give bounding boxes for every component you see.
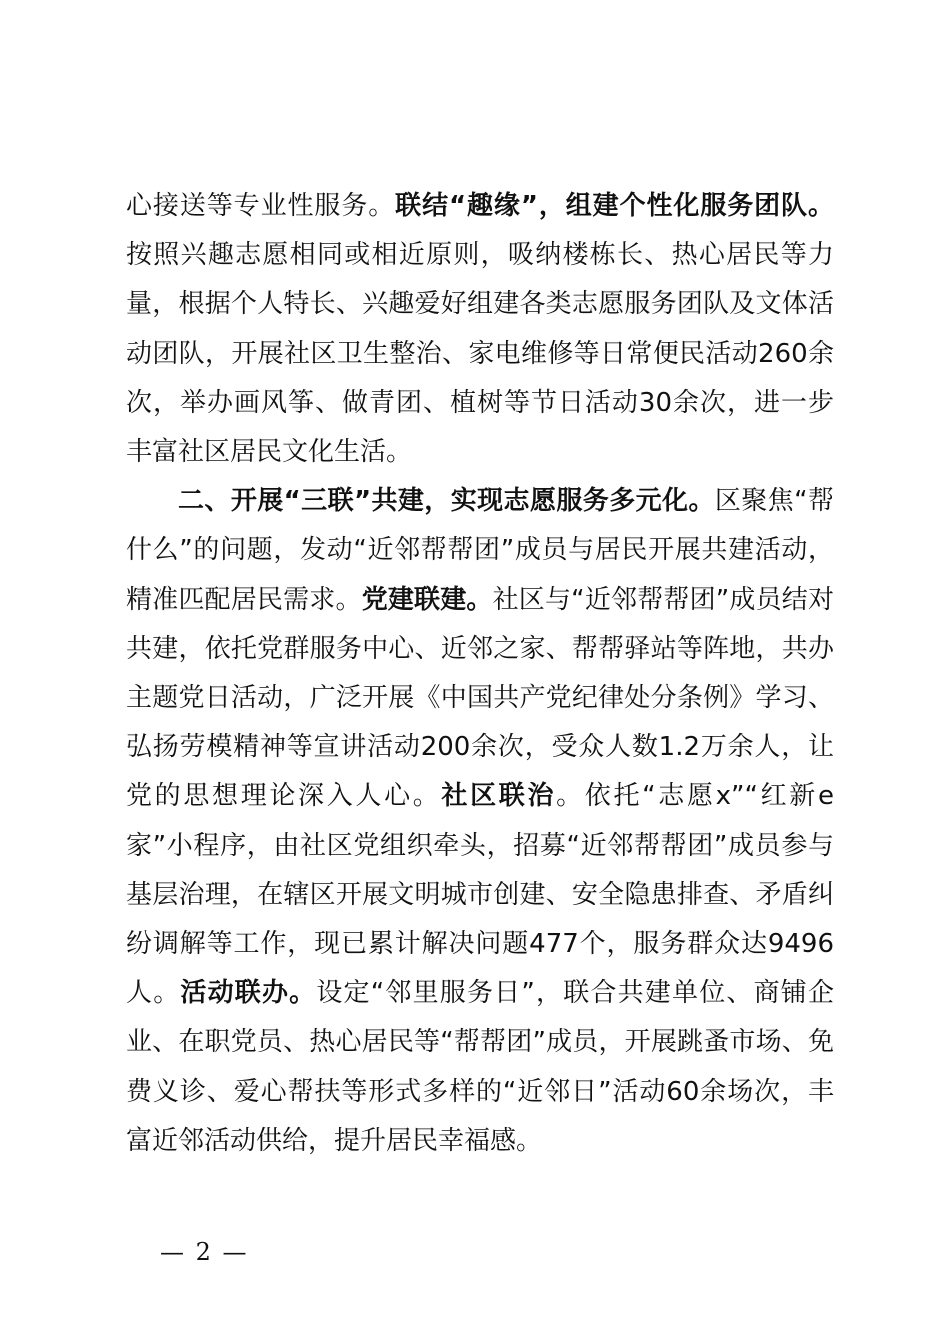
paragraph-1 bbox=[126, 182, 834, 477]
bold-heading-run: 党建联建。 bbox=[361, 584, 493, 615]
text-run: 。依托“志愿x”“红新e家”小程序，由社区党组织牵头，招募“近邻帮帮团”成员参与基层治理，在辖区开展文明城市创建、安全隐患排查、矛盾纠纷调解等工作，现已累计解决问题477个，服务群众达9496人。 bbox=[126, 781, 834, 1009]
bold-heading-run: 活动联办。 bbox=[180, 978, 317, 1009]
text-run: 心接送等专业性服务。 bbox=[126, 191, 396, 221]
document-body bbox=[126, 182, 834, 1166]
bold-heading-run: 联结“趣缘”，组建个性化服务团队。 bbox=[395, 191, 834, 221]
text-run: 区聚焦“帮什么”的问题，发动“近邻帮帮团”成员与居民开展共建活动，精准匹配居民需求。 bbox=[126, 486, 834, 615]
text-run: 社区与“近邻帮帮团”成员结对共建，依托党群服务中心、近邻之家、帮帮驿站等阵地，共办主题党日活动，广泛开展《中国共产党纪律处分条例》学习、弘扬劳模精神等宣讲活动200余次，受众人数1.2万余人，让党的思想理论深入人心。 bbox=[126, 584, 834, 812]
text-run: 按照兴趣志愿相同或相近原则，吸纳楼栋长、热心居民等力量，根据个人特长、兴趣爱好组建各类志愿服务团队及文体活动团队，开展社区卫生整治、家电维修等日常便民活动260余次，举办画风筝、做青团、植树等节日活动30余次，进一步丰富社区居民文化生活。 bbox=[126, 240, 834, 468]
text-run: 设定“邻里服务日”，联合共建单位、商铺企业、在职党员、热心居民等“帮帮团”成员，开展跳蚤市场、免费义诊、爱心帮扶等形式多样的“近邻日”活动60余场次，丰富近邻活动供给，提升居民幸福感。 bbox=[126, 978, 834, 1156]
section-heading: 二、开展“三联”共建，实现志愿服务多元化。 bbox=[178, 486, 715, 517]
bold-heading-run: 社区联治 bbox=[441, 781, 557, 812]
paragraph-2 bbox=[126, 477, 834, 1166]
page-number: — 2 — bbox=[160, 1238, 249, 1266]
